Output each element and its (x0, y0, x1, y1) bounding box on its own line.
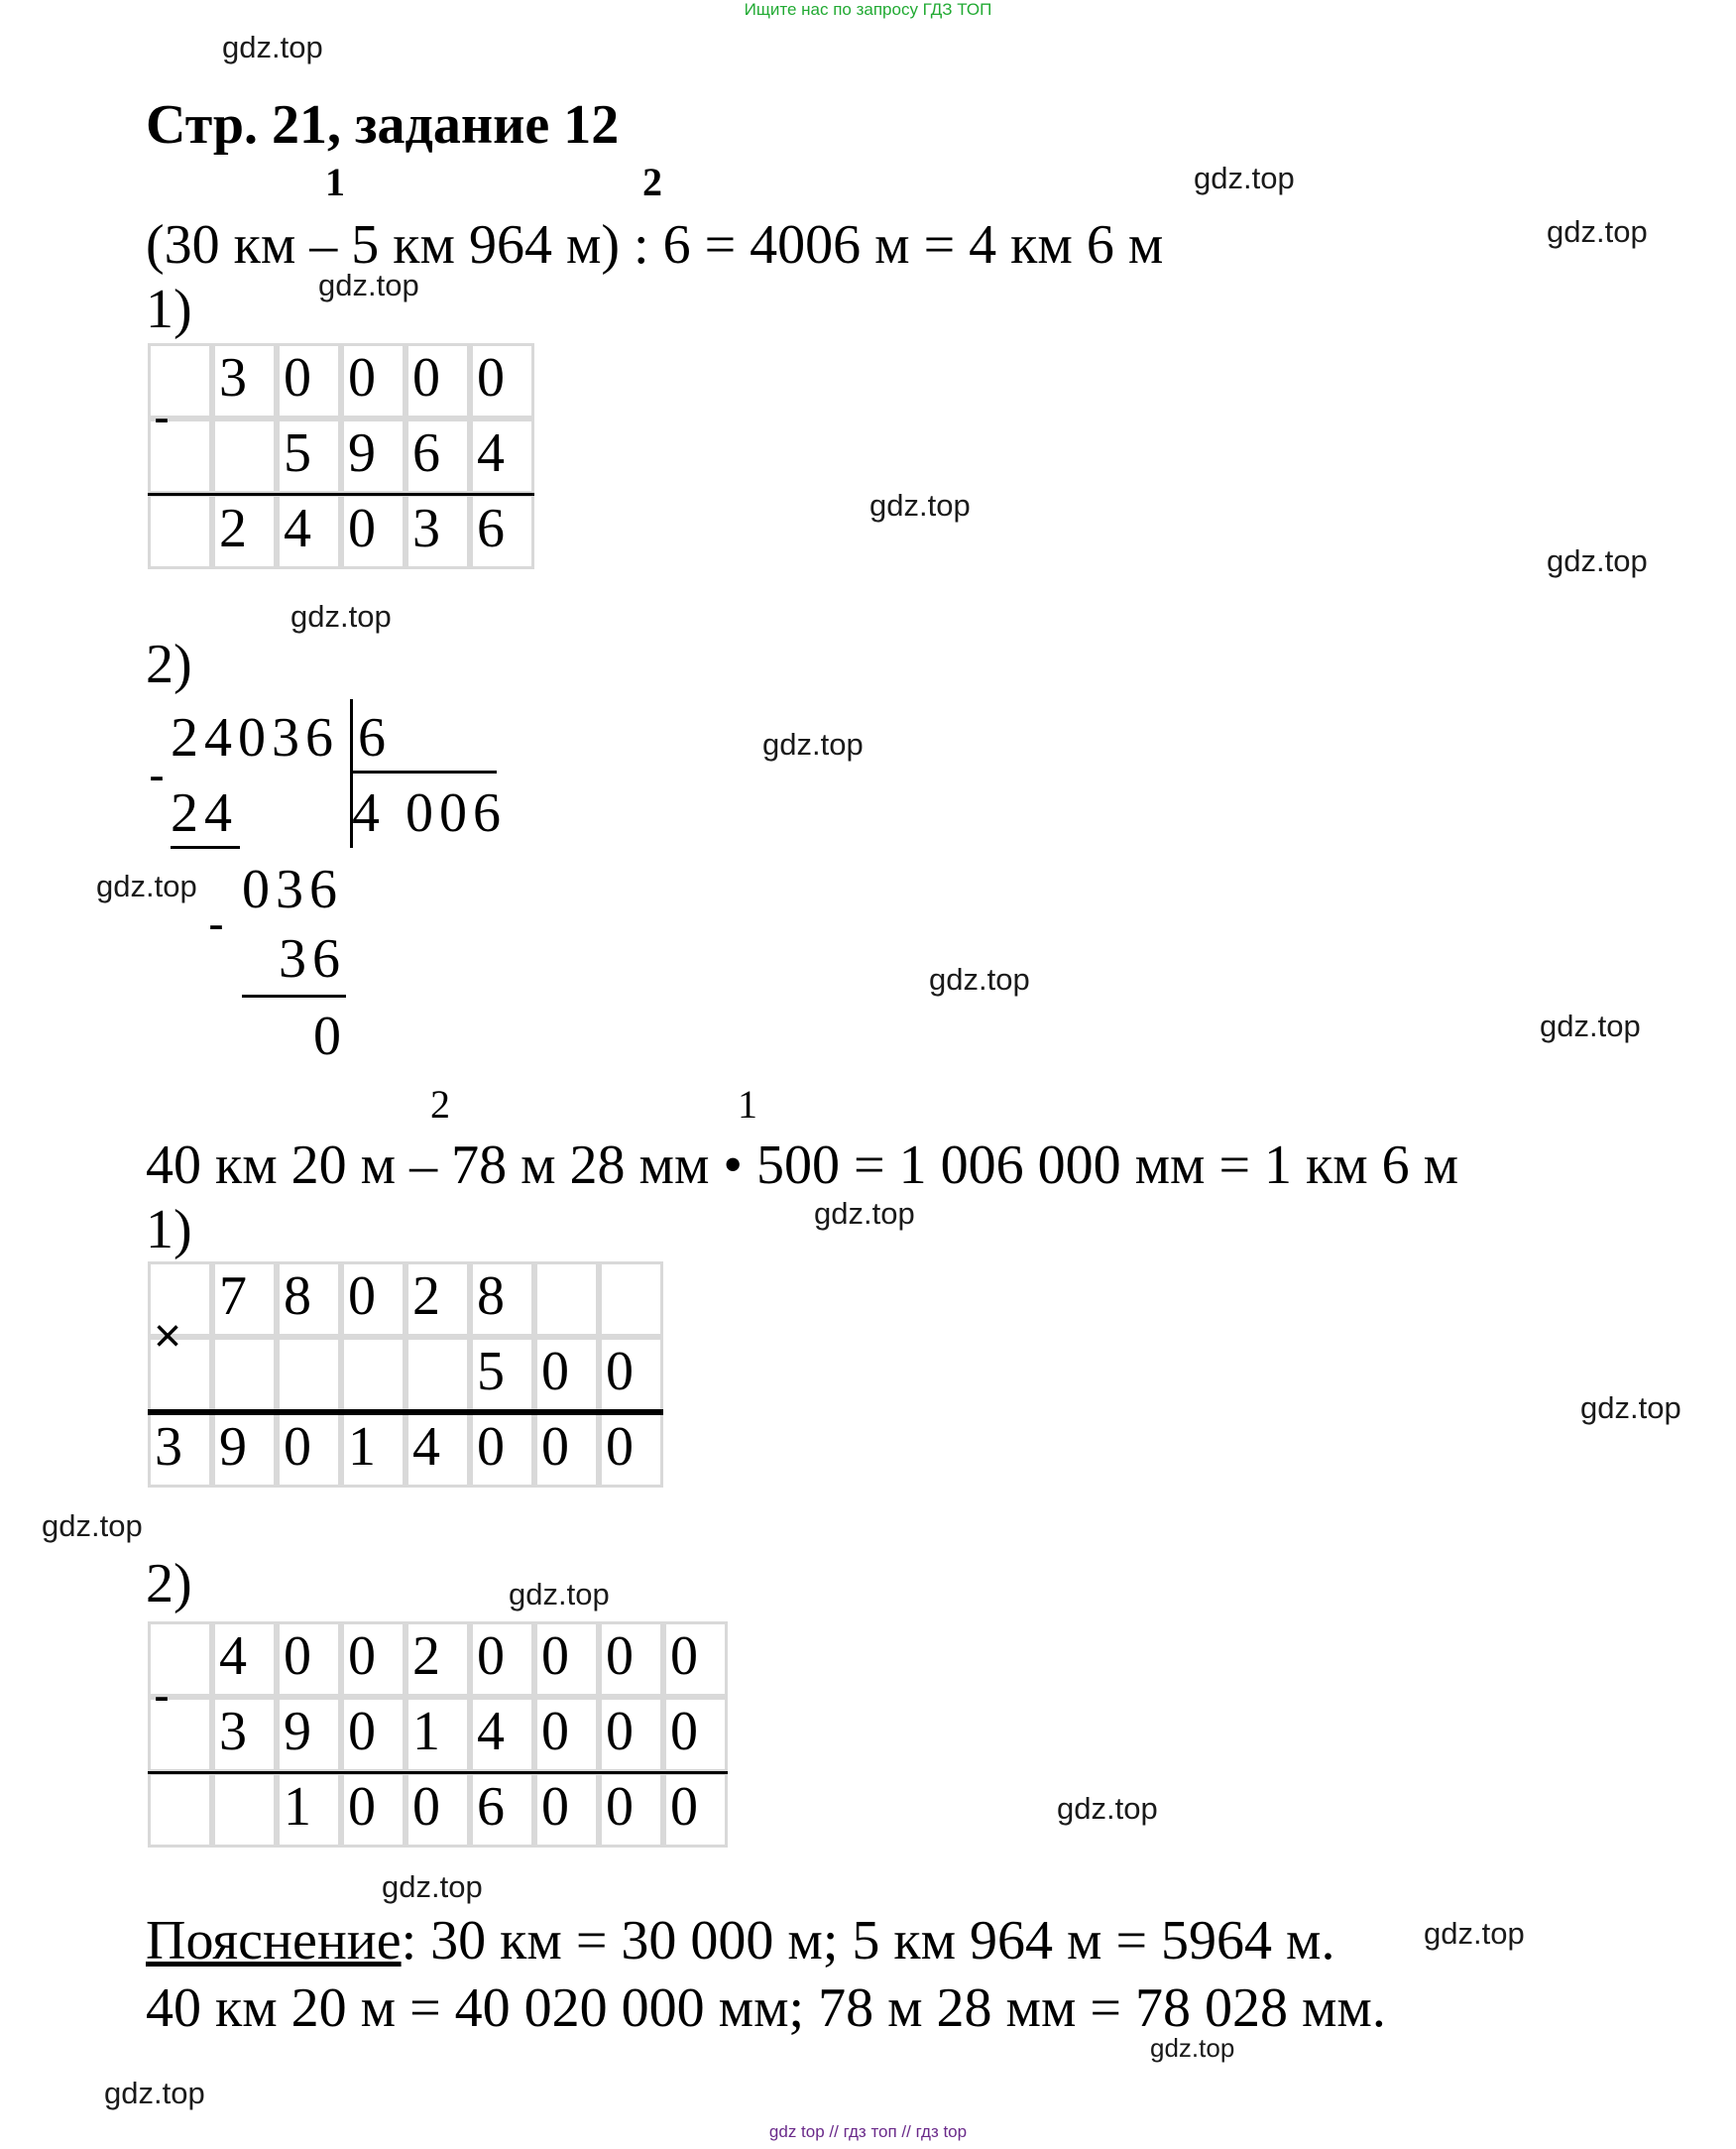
grid-cell: 6 (405, 418, 470, 494)
grid-cell: 0 (599, 1621, 663, 1697)
step-label-2: 2) (146, 1553, 192, 1614)
grid-cell: 0 (277, 343, 341, 418)
grid-cell: 0 (663, 1621, 728, 1697)
grid-cell (534, 1261, 599, 1337)
divisor: 6 (358, 707, 386, 769)
search-hint-link[interactable]: Ищите нас по запросу ГДЗ ТОП (744, 0, 992, 19)
grid-cell: 5 (470, 1337, 534, 1412)
grid-cell: 7 (212, 1261, 277, 1337)
grid-cell: 0 (534, 1337, 599, 1412)
remainder-b: 0 (313, 1006, 341, 1067)
quotient-line (350, 771, 497, 774)
grid-cell: 0 (534, 1697, 599, 1772)
watermark: gdz.top (318, 268, 419, 302)
grid-cell (341, 1337, 405, 1412)
grid-cell: 0 (341, 343, 405, 418)
subtrahend-a: 24 (171, 782, 238, 844)
quotient: 4 006 (352, 782, 507, 844)
grid-cell: 5 (277, 418, 341, 494)
grid-cell: 0 (405, 1772, 470, 1848)
grid-cell: 0 (341, 1261, 405, 1337)
grid-cell: 3 (148, 1412, 212, 1488)
watermark: gdz.top (96, 869, 197, 903)
explanation-text-1: : 30 км = 30 000 м; 5 км 964 м = 5964 м. (401, 1910, 1335, 1971)
grid-cell (148, 494, 212, 569)
multiply-sign: × (154, 1310, 182, 1363)
grid-cell: 0 (341, 1772, 405, 1848)
grid-cell: 4 (470, 1697, 534, 1772)
watermark: gdz.top (290, 599, 392, 634)
minus-sign: - (208, 898, 224, 951)
grid-cell: 4 (277, 494, 341, 569)
watermark: gdz.top (1194, 161, 1295, 195)
grid-cell: 0 (599, 1412, 663, 1488)
grid-cell: 3 (212, 1697, 277, 1772)
watermark: gdz.top (1057, 1791, 1158, 1826)
grid-cell: 0 (277, 1412, 341, 1488)
minus-sign: - (154, 1670, 170, 1723)
grid-cell (212, 1772, 277, 1848)
watermark: gdz.top (1150, 2033, 1235, 2063)
watermark: gdz.top (869, 488, 971, 523)
grid-cell (148, 1772, 212, 1848)
grid-cell: 0 (470, 343, 534, 418)
remainder-a: 036 (242, 859, 343, 920)
grid-cell (212, 418, 277, 494)
grid-cell: 0 (599, 1772, 663, 1848)
minus-sign: - (154, 392, 170, 444)
grid-cell: 9 (212, 1412, 277, 1488)
grid-cell: 2 (405, 1261, 470, 1337)
grid-cell: 2 (405, 1621, 470, 1697)
watermark: gdz.top (1580, 1390, 1681, 1425)
watermark: gdz.top (509, 1577, 610, 1612)
watermark: gdz.top (382, 1869, 483, 1904)
explanation-line-2: 40 км 20 м = 40 020 000 мм; 78 м 28 мм = 78 028 мм. (146, 1977, 1386, 2039)
dividend: 24036 (171, 707, 339, 769)
grid-cell: 4 (470, 418, 534, 494)
watermark: gdz.top (1547, 214, 1648, 249)
grid-cell (599, 1261, 663, 1337)
minus-sign: - (149, 750, 165, 802)
result-line (148, 1771, 728, 1774)
order-mark-1: 1 (738, 1082, 757, 1127)
grid-cell: 0 (341, 1621, 405, 1697)
underline-a (171, 846, 240, 849)
grid-cell: 2 (212, 494, 277, 569)
grid-cell: 6 (470, 1772, 534, 1848)
page-title: Стр. 21, задание 12 (146, 94, 620, 156)
order-mark-2: 2 (430, 1082, 450, 1127)
grid-cell: 3 (405, 494, 470, 569)
result-line (148, 493, 534, 496)
watermark: gdz.top (222, 30, 323, 64)
grid-cell: 1 (405, 1697, 470, 1772)
grid-cell: 0 (534, 1412, 599, 1488)
watermark: gdz.top (1547, 543, 1648, 578)
grid-cell: 0 (470, 1412, 534, 1488)
footer-links[interactable]: gdz top // гдз топ // гдз top (768, 2122, 968, 2141)
explanation-label: Пояснение (146, 1910, 402, 1971)
grid-cell: 0 (534, 1772, 599, 1848)
watermark: gdz.top (42, 1508, 143, 1543)
grid-cell: 9 (277, 1697, 341, 1772)
grid-cell: 0 (341, 1697, 405, 1772)
explanation-line-1 (146, 1909, 1335, 1972)
step-label-1: 1) (146, 279, 192, 340)
expression-1: (30 км – 5 км 964 м) : 6 = 4006 м = 4 км 6 м (146, 214, 1164, 276)
grid-cell: 8 (470, 1261, 534, 1337)
watermark: gdz.top (814, 1196, 915, 1231)
watermark: gdz.top (1540, 1009, 1641, 1043)
grid-cell: 3 (212, 343, 277, 418)
grid-cell: 0 (663, 1772, 728, 1848)
grid-cell: 0 (663, 1697, 728, 1772)
grid-cell: 6 (470, 494, 534, 569)
grid-cell: 8 (277, 1261, 341, 1337)
grid-cell (277, 1337, 341, 1412)
subtrahend-b: 36 (279, 928, 346, 990)
grid-cell: 4 (405, 1412, 470, 1488)
result-line (148, 1409, 663, 1415)
grid-cell: 0 (599, 1697, 663, 1772)
watermark: gdz.top (1424, 1916, 1525, 1951)
grid-cell (405, 1337, 470, 1412)
grid-cell: 0 (534, 1621, 599, 1697)
grid-cell: 1 (277, 1772, 341, 1848)
order-mark-1: 1 (325, 160, 345, 204)
watermark: gdz.top (104, 2076, 205, 2110)
grid-cell (212, 1337, 277, 1412)
expression-2: 40 км 20 м – 78 м 28 мм • 500 = 1 006 000 мм = 1 км 6 м (146, 1134, 1459, 1196)
grid-cell: 0 (277, 1621, 341, 1697)
watermark: gdz.top (762, 727, 864, 762)
underline-b (242, 995, 346, 998)
watermark: gdz.top (929, 962, 1030, 997)
grid-cell: 0 (341, 494, 405, 569)
step-label-1: 1) (146, 1199, 192, 1260)
grid-cell: 0 (599, 1337, 663, 1412)
order-mark-2: 2 (642, 160, 662, 204)
grid-cell: 0 (470, 1621, 534, 1697)
grid-cell: 1 (341, 1412, 405, 1488)
grid-cell: 4 (212, 1621, 277, 1697)
step-label-2: 2) (146, 634, 192, 695)
grid-cell: 0 (405, 343, 470, 418)
grid-cell: 9 (341, 418, 405, 494)
